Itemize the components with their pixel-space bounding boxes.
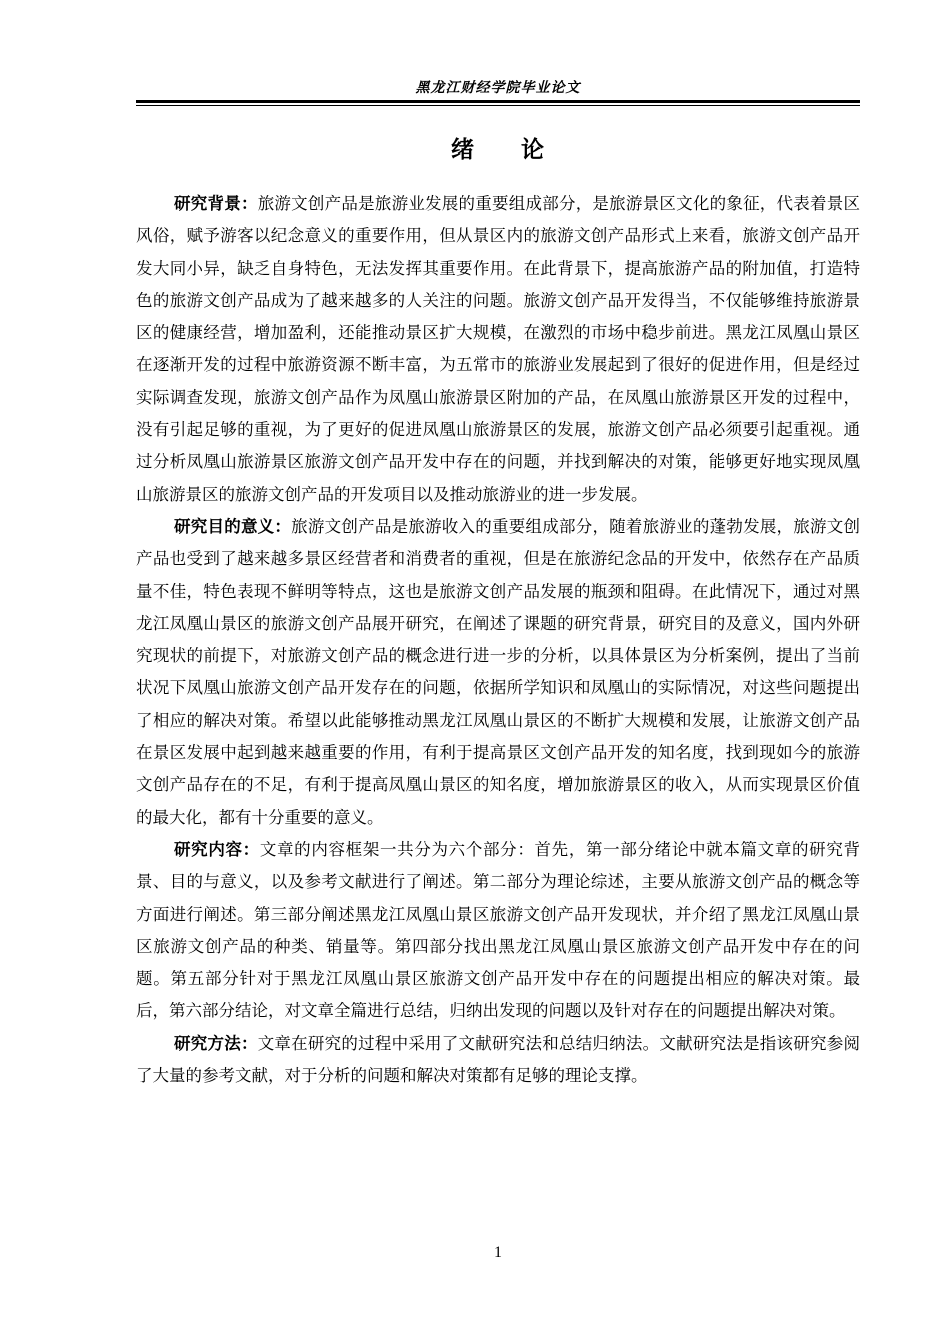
paragraph-text: 文章的内容框架一共分为六个部分：首先，第一部分绪论中就本篇文章的研究背景、目的与意义，以及参考文献进行了阐述。第二部分为理论综述，主要从旅游文创产品的概念等方面进行阐述。第三部分阐述黑龙江凤凰山景区旅游文创产品开发现状，并介绍了黑龙江凤凰山景区旅游文创产品的种类、销量等。第四部分找出黑龙江凤凰山景区旅游文创产品开发中存在的问题。第五部分针对于黑龙江凤凰山景区旅游文创产品开发中存在的问题提出相应的解决对策。最后，第六部分结论，对文章全篇进行总结，归纳出发现的问题以及针对存在的问题提出解决对策。: [136, 839, 861, 1021]
paragraph-research-content: [136, 834, 860, 1028]
paragraph-lead: 研究目的意义：: [174, 516, 292, 536]
paragraph-research-background: [136, 188, 860, 511]
paragraph-research-purpose: [136, 511, 860, 834]
body-text: [136, 188, 860, 1092]
paragraph-lead: 研究内容：: [174, 839, 260, 859]
chapter-title-part1: 绪: [451, 137, 475, 163]
paragraph-research-method: [136, 1028, 860, 1093]
page-number: 1: [494, 1244, 502, 1261]
paragraph-lead: 研究背景：: [174, 194, 258, 213]
paragraph-text: 旅游文创产品是旅游业发展的重要组成部分，是旅游景区文化的象征，代表着景区风俗，赋予游客以纪念意义的重要作用，但从景区内的旅游文创产品形式上来看，旅游文创产品开发大同小异，缺乏自身特色，无法发挥其重要作用。在此背景下，提高旅游产品的附加值，打造特色的旅游文创产品成为了越来越多的人关注的问题。旅游文创产品开发得当，不仅能够维持旅游景区的健康经营，增加盈利，还能推动景区扩大规模，在激烈的市场中稳步前进。黑龙江凤凰山景区在逐渐开发的过程中旅游资源不断丰富，为五常市的旅游业发展起到了很好的促进作用，但是经过实际调查发现，旅游文创产品作为凤凰山旅游景区附加的产品，在凤凰山旅游景区开发的过程中，没有引起足够的重视，为了更好的促进凤凰山旅游景区的发展，旅游文创产品必须要引起重视。通过分析凤凰山旅游景区旅游文创产品开发中存在的问题，并找到解决的对策，能够更好地实现凤凰山旅游景区的旅游文创产品的开发项目以及推动旅游业的进一步发展。: [136, 194, 861, 504]
paragraph-text: 旅游文创产品是旅游收入的重要组成部分，随着旅游业的蓬勃发展，旅游文创产品也受到了越来越多景区经营者和消费者的重视，但是在旅游纪念品的开发中，依然存在产品质量不佳，特色表现不鲜明等特点，这也是旅游文创产品发展的瓶颈和阻碍。在此情况下，通过对黑龙江凤凰山景区的旅游文创产品展开研究，在阐述了课题的研究背景，研究目的及意义，国内外研究现状的前提下，对旅游文创产品的概念进行进一步的分析，以具体景区为分析案例，提出了当前状况下凤凰山旅游文创产品开发存在的问题，依据所学知识和凤凰山的实际情况，对这些问题提出了相应的解决对策。希望以此能够推动黑龙江凤凰山景区的不断扩大规模和发展，让旅游文创产品在景区发展中起到越来越重要的作用，有利于提高景区文创产品开发的知名度，找到现如今的旅游文创产品存在的不足，有利于提高凤凰山景区的知名度，增加旅游景区的收入，从而实现景区价值的最大化，都有十分重要的意义。: [136, 516, 861, 827]
header-rule-thin: [136, 105, 860, 106]
paragraph-lead: 研究方法：: [174, 1033, 258, 1053]
header-rule-thick: [136, 100, 860, 103]
paragraph-text: 文章在研究的过程中采用了文献研究法和总结归纳法。文献研究法是指该研究参阅了大量的参考文献，对于分析的问题和解决对策都有足够的理论支撑。: [136, 1033, 861, 1086]
chapter-title: [136, 134, 860, 166]
running-header: 黑龙江财经学院毕业论文: [415, 80, 581, 96]
chapter-title-part2: 论: [521, 137, 545, 163]
